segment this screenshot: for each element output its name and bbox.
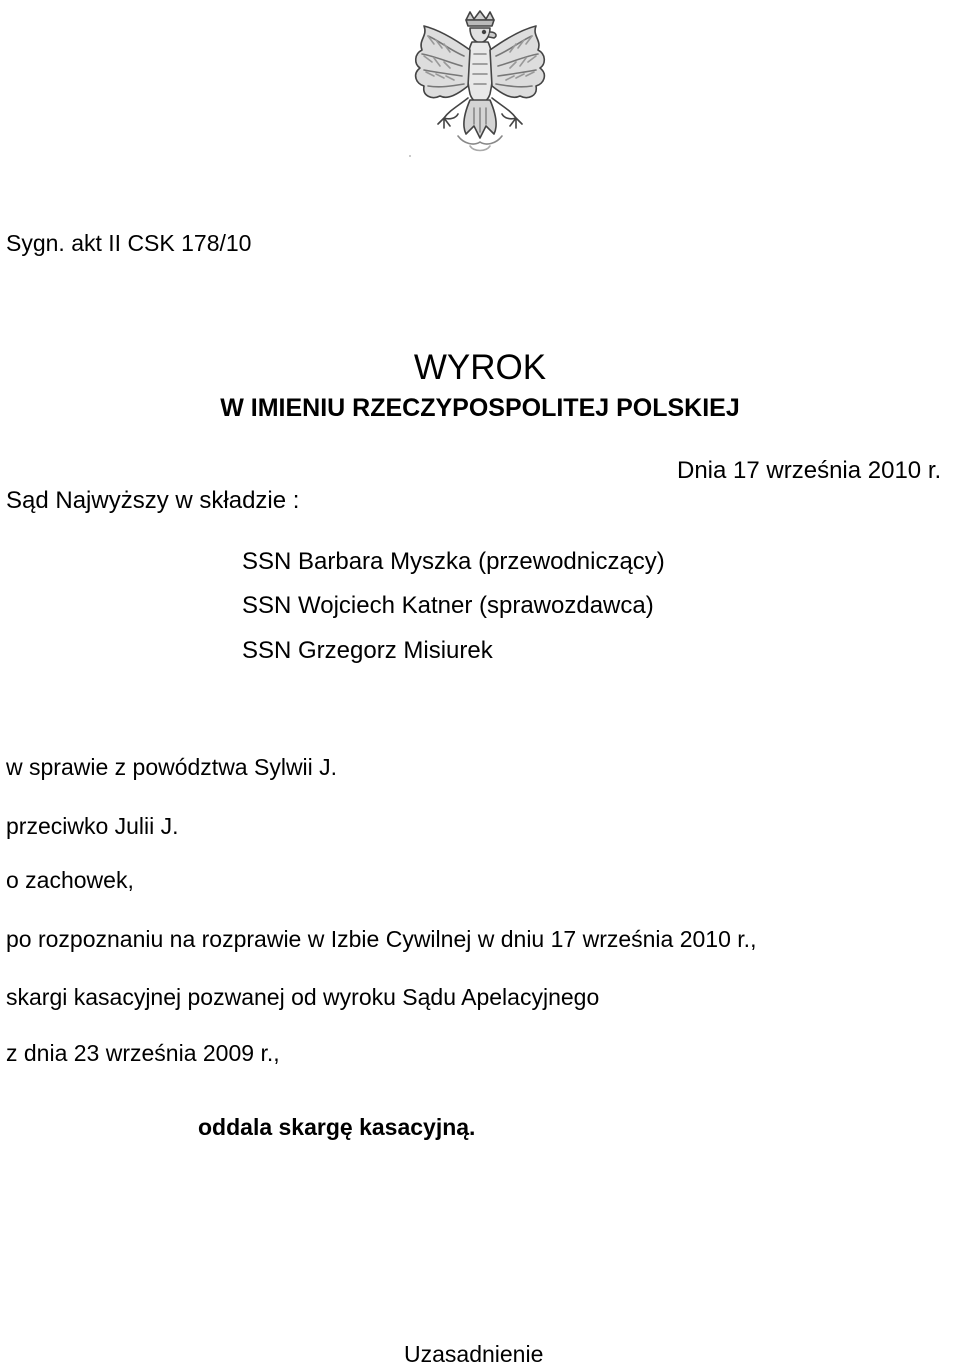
ruling-decision: oddala skargę kasacyjną.	[198, 1114, 476, 1140]
section-heading-justification: Uzasadnienie	[404, 1341, 544, 1367]
judge-presiding: SSN Barbara Myszka (przewodniczący)	[242, 548, 665, 575]
case-reference: Sygn. akt II CSK 178/10	[6, 230, 252, 256]
judgment-date: Dnia 17 września 2010 r.	[677, 457, 942, 484]
case-hearing: po rozpoznaniu na rozprawie w Izbie Cywilnej w dniu 17 września 2010 r.,	[6, 926, 757, 952]
document-subtitle: W IMIENIU RZECZYPOSPOLITEJ POLSKIEJ	[220, 394, 740, 422]
case-claim: w sprawie z powództwa Sylwii J.	[6, 754, 338, 780]
judge-rapporteur: SSN Wojciech Katner (sprawozdawca)	[242, 592, 654, 619]
case-against: przeciwko Julii J.	[6, 813, 179, 839]
case-appeal-date: z dnia 23 września 2009 r.,	[6, 1040, 280, 1066]
case-appeal: skargi kasacyjnej pozwanej od wyroku Sądu Apelacyjnego	[6, 984, 600, 1010]
eagle-emblem-icon	[404, 10, 556, 160]
document-title: WYROK	[413, 348, 547, 387]
court-composition-label: Sąd Najwyższy w składzie :	[6, 487, 300, 514]
judge-member: SSN Grzegorz Misiurek	[242, 637, 493, 664]
case-subject: o zachowek,	[6, 867, 134, 893]
